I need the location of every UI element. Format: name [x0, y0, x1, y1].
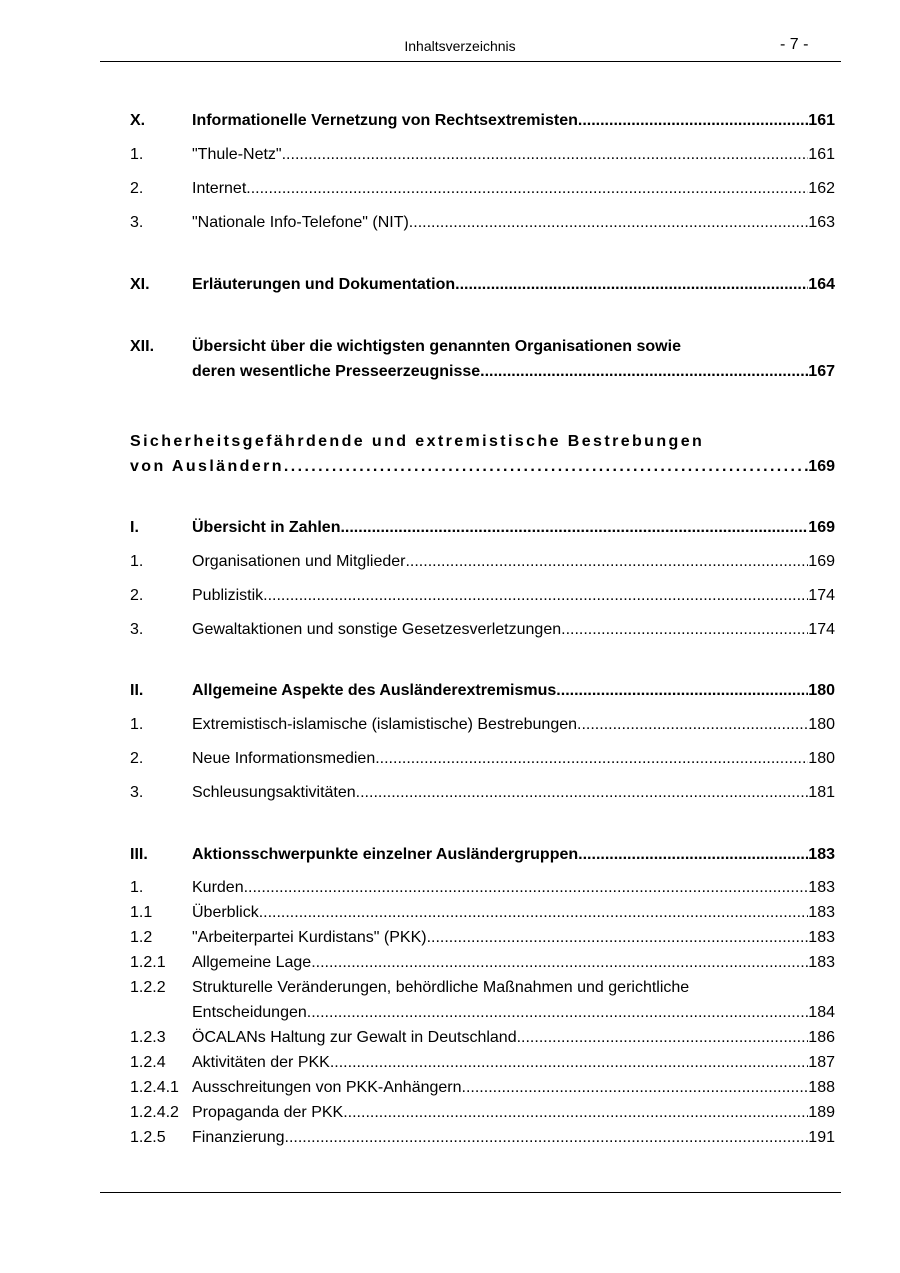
- toc-page: 174: [808, 587, 835, 604]
- toc-title-line-1: Übersicht über die wichtigsten genannten Organisationen sowie: [192, 338, 681, 355]
- toc-page: 180: [808, 716, 835, 733]
- toc-number: 1.2.4.1: [130, 1079, 179, 1096]
- toc-entry-iii-1-2-3[interactable]: [0, 1026, 900, 1050]
- toc-leader: [375, 747, 808, 771]
- toc-page: 161: [808, 112, 835, 129]
- toc-title: Allgemeine Aspekte des Ausländerextremismus: [192, 682, 557, 699]
- toc-entry-i-1[interactable]: [0, 550, 900, 574]
- toc-leader: [480, 360, 808, 384]
- toc-leader: [578, 109, 808, 133]
- toc-entry-x-2[interactable]: [0, 177, 900, 201]
- toc-page: 181: [808, 784, 835, 801]
- toc-title: Übersicht in Zahlen: [192, 519, 341, 536]
- toc-number: 1.2.2: [130, 979, 166, 996]
- toc-entry-x-1[interactable]: [0, 143, 900, 167]
- toc-leader: [455, 273, 808, 297]
- toc-entry-iii-1-2-2-continuation[interactable]: [0, 1001, 900, 1025]
- toc-number: I.: [130, 519, 139, 536]
- toc-entry-xii-continuation[interactable]: [0, 360, 900, 384]
- toc-number: X.: [130, 112, 146, 129]
- toc-entry-i-3[interactable]: [0, 618, 900, 642]
- toc-leader: [330, 1051, 808, 1075]
- toc-entry-ii[interactable]: [0, 679, 900, 703]
- toc-title: Neue Informationsmedien: [192, 750, 376, 767]
- toc-entry-i[interactable]: [0, 516, 900, 540]
- toc-number: II.: [130, 682, 144, 699]
- footer-rule: [100, 1192, 841, 1193]
- toc-number: 1.: [130, 553, 144, 570]
- toc-page: 169: [808, 519, 835, 536]
- toc-entry-iii-1-2[interactable]: [0, 926, 900, 950]
- toc-entry-iii-1-2-2[interactable]: [0, 976, 900, 1000]
- toc-entry-xii[interactable]: [0, 335, 900, 359]
- toc-entry-iii-1-2-5[interactable]: [0, 1126, 900, 1150]
- toc-number: 1.2.4.2: [130, 1104, 179, 1121]
- toc-title: "Nationale Info-Telefone" (NIT): [192, 214, 409, 231]
- toc-entry-x[interactable]: [0, 109, 900, 133]
- toc-leader: [556, 679, 808, 703]
- toc-leader: [340, 516, 808, 540]
- toc-number: 2.: [130, 750, 144, 767]
- toc-page: 184: [808, 1004, 835, 1021]
- toc-title: Publizistik: [192, 587, 264, 604]
- toc-number: 1.1: [130, 904, 153, 921]
- toc-page: 162: [808, 180, 835, 197]
- toc-entry-iii-1[interactable]: [0, 876, 900, 900]
- toc-number: 1.: [130, 716, 144, 733]
- toc-leader: [244, 876, 809, 900]
- toc-title: Gewaltaktionen und sonstige Gesetzesverletzungen: [192, 621, 562, 638]
- toc-title: Aktionsschwerpunkte einzelner Ausländergruppen: [192, 846, 579, 863]
- toc-entry-x-3[interactable]: [0, 211, 900, 235]
- toc-leader: [517, 1026, 809, 1050]
- toc-number: 2.: [130, 180, 144, 197]
- toc-title: Überblick: [192, 904, 259, 921]
- toc-leader: [578, 843, 808, 867]
- toc-leader: [285, 1126, 809, 1150]
- toc-page: 186: [808, 1029, 835, 1046]
- toc-title: Internet: [192, 180, 247, 197]
- toc-title: "Arbeiterpartei Kurdistans" (PKK): [192, 929, 427, 946]
- toc-leader: [462, 1076, 809, 1100]
- header-rule: [100, 61, 841, 62]
- toc-entry-iii-1-1[interactable]: [0, 901, 900, 925]
- toc-leader: [282, 143, 809, 167]
- toc-title: Organisationen und Mitglieder: [192, 553, 406, 570]
- part-heading-line-2[interactable]: [130, 455, 835, 479]
- toc-number: 1.: [130, 879, 144, 896]
- toc-leader: [356, 781, 809, 805]
- toc-title-line-2: Entscheidungen: [192, 1004, 307, 1021]
- toc-entry-iii-1-2-4-2[interactable]: [0, 1101, 900, 1125]
- toc-number: 1.2.4: [130, 1054, 166, 1071]
- header-title: Inhaltsverzeichnis: [404, 38, 516, 54]
- part-title: von Ausländern: [130, 458, 284, 475]
- toc-entry-iii[interactable]: [0, 843, 900, 867]
- toc-page: 167: [808, 363, 835, 380]
- toc-leader: [311, 951, 808, 975]
- toc-page: 183: [808, 954, 835, 971]
- toc-page: 188: [808, 1079, 835, 1096]
- toc-page: 164: [808, 276, 835, 293]
- toc-number: 1.2: [130, 929, 153, 946]
- toc-number: XII.: [130, 338, 155, 355]
- toc-page: 189: [808, 1104, 835, 1121]
- toc-page: 183: [808, 879, 835, 896]
- toc-number: 3.: [130, 621, 144, 638]
- toc-number: 1.2.5: [130, 1129, 166, 1146]
- toc-entry-iii-1-2-1[interactable]: [0, 951, 900, 975]
- toc-title: "Thule-Netz": [192, 146, 282, 163]
- toc-entry-ii-2[interactable]: [0, 747, 900, 771]
- toc-page: 180: [808, 750, 835, 767]
- toc-entry-iii-1-2-4[interactable]: [0, 1051, 900, 1075]
- toc-page: 191: [808, 1129, 835, 1146]
- toc-leader: [284, 455, 808, 479]
- toc-title: Ausschreitungen von PKK-Anhängern: [192, 1079, 462, 1096]
- toc-number: 3.: [130, 214, 144, 231]
- toc-title-line-2: deren wesentliche Presseerzeugnisse: [192, 363, 481, 380]
- header-page-number: - 7 -: [780, 36, 809, 53]
- part-heading-line-1[interactable]: Sicherheitsgefährdende und extremistische Bestrebungen: [130, 433, 705, 450]
- toc-entry-ii-3[interactable]: [0, 781, 900, 805]
- toc-title: Informationelle Vernetzung von Rechtsextremisten: [192, 112, 578, 129]
- toc-title: Finanzierung: [192, 1129, 285, 1146]
- toc-page: 187: [808, 1054, 835, 1071]
- toc-page: 163: [808, 214, 835, 231]
- toc-title: Propaganda der PKK: [192, 1104, 344, 1121]
- toc-title: Extremistisch-islamische (islamistische) Bestrebungen: [192, 716, 578, 733]
- toc-number: III.: [130, 846, 148, 863]
- toc-title: Schleusungsaktivitäten: [192, 784, 356, 801]
- toc-leader: [259, 901, 809, 925]
- toc-leader: [405, 550, 808, 574]
- toc-leader: [307, 1001, 809, 1025]
- toc-page: 183: [808, 904, 835, 921]
- toc-entry-iii-1-2-4-1[interactable]: [0, 1076, 900, 1100]
- toc-leader: [409, 211, 809, 235]
- toc-page: 169: [808, 553, 835, 570]
- toc-leader: [343, 1101, 808, 1125]
- toc-entry-ii-1[interactable]: [0, 713, 900, 737]
- toc-title: Kurden: [192, 879, 244, 896]
- toc-number: 1.2.3: [130, 1029, 166, 1046]
- toc-page: 174: [808, 621, 835, 638]
- toc-page: 169: [808, 458, 835, 475]
- toc-entry-i-2[interactable]: [0, 584, 900, 608]
- toc-title: ÖCALANs Haltung zur Gewalt in Deutschland: [192, 1029, 517, 1046]
- toc-number: 3.: [130, 784, 144, 801]
- toc-number: 2.: [130, 587, 144, 604]
- toc-page: 180: [808, 682, 835, 699]
- toc-page: 161: [808, 146, 835, 163]
- toc-leader: [577, 713, 808, 737]
- toc-leader: [561, 618, 808, 642]
- toc-leader: [427, 926, 809, 950]
- toc-number: 1.2.1: [130, 954, 166, 971]
- toc-leader: [246, 177, 808, 201]
- toc-page: 183: [808, 846, 835, 863]
- toc-entry-xi[interactable]: [0, 273, 900, 297]
- toc-number: XI.: [130, 276, 150, 293]
- toc-leader: [263, 584, 808, 608]
- toc-title: Allgemeine Lage: [192, 954, 312, 971]
- toc-page: 183: [808, 929, 835, 946]
- toc-title-line-1: Strukturelle Veränderungen, behördliche Maßnahmen und gerichtliche: [192, 979, 690, 996]
- toc-number: 1.: [130, 146, 144, 163]
- toc-title: Erläuterungen und Dokumentation: [192, 276, 456, 293]
- toc-title: Aktivitäten der PKK: [192, 1054, 330, 1071]
